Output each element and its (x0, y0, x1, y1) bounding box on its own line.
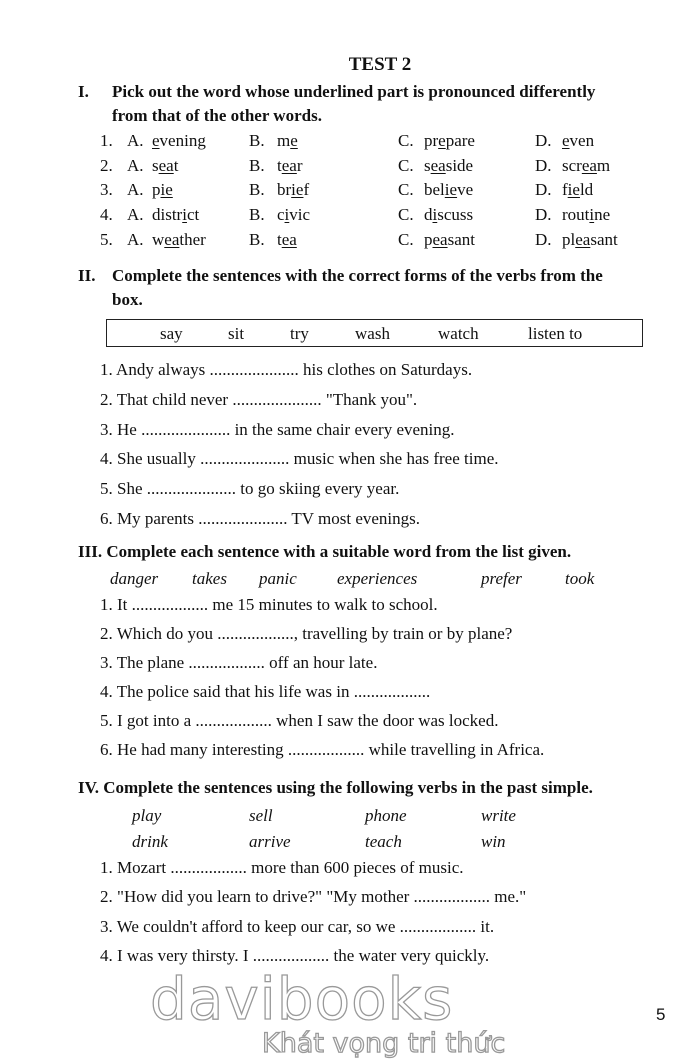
underlined-part: e (290, 131, 298, 150)
box-word: try (290, 324, 309, 343)
box-word: watch (438, 324, 479, 343)
option-letter: D. (535, 131, 552, 150)
word-part: br (277, 180, 292, 200)
word-part: pare (445, 131, 475, 150)
underlined-part: i (589, 205, 595, 225)
option-word (424, 156, 473, 176)
word-part: ve (457, 180, 474, 200)
word-part: r (296, 155, 303, 175)
sentence: 2. "How did you learn to drive?" "My mother .................. me." (100, 887, 527, 907)
word-part: t (277, 229, 282, 249)
section-4-heading: IV. Complete the sentences using the following verbs in the past simple. (78, 778, 593, 797)
box-word: listen to (528, 324, 583, 343)
option-letter: D. (535, 205, 552, 225)
option-word (562, 180, 593, 200)
underlined-part: ea (281, 229, 297, 249)
question-number: 5. (100, 229, 113, 249)
option-letter: D. (535, 229, 552, 249)
sentence: 3. The plane .................. off an hour late. (100, 653, 378, 672)
underlined-part: e (438, 131, 446, 150)
word-part: pl (562, 229, 576, 249)
option-word (562, 205, 610, 225)
word-part: sant (447, 229, 475, 249)
underlined-part: ie (444, 180, 458, 200)
word-part: scr (562, 155, 582, 175)
section-2-heading-cont: box. (112, 290, 143, 309)
verb-list-item: arrive (249, 832, 291, 851)
word-part: f (562, 180, 568, 200)
option-word (424, 131, 475, 151)
verb-list-item: sell (249, 806, 273, 825)
sentence: 4. The police said that his life was in .................. (100, 682, 431, 701)
option-word (277, 131, 298, 151)
option-word (152, 205, 199, 225)
word-part: t (277, 155, 282, 175)
option-word (562, 131, 594, 151)
sentence: 3. He ..................... in the same chair every evening. (100, 419, 455, 439)
verb-list-item: win (481, 832, 506, 851)
question-number: 3. (100, 180, 113, 200)
sentence: 3. We couldn't afford to keep our car, so we .................. it. (100, 916, 495, 936)
section-2-number: II. (78, 266, 96, 285)
underlined-part: i (284, 205, 290, 225)
sentence: 5. She ..................... to go skiing every year. (100, 479, 400, 499)
option-letter: C. (398, 229, 414, 249)
question-number: 4. (100, 205, 113, 225)
word-part: m (596, 155, 611, 175)
option-letter: C. (398, 131, 414, 150)
option-letter: C. (398, 155, 414, 175)
word-part: ld (579, 180, 594, 200)
word-list-item: panic (259, 569, 297, 588)
underlined-part: ea (575, 229, 591, 249)
sentence: 1. Mozart .................. more than 600 pieces of music. (100, 858, 464, 877)
box-word: say (160, 324, 183, 343)
word-part: side (445, 155, 474, 175)
option-letter: B. (249, 229, 265, 249)
underlined-part: ie (291, 180, 304, 200)
option-word (152, 156, 178, 176)
word-list-item: experiences (337, 569, 418, 588)
watermark-brand: davibooks (150, 965, 454, 1033)
option-word (277, 180, 309, 200)
sentence: 4. She usually ..................... music when she has free time. (100, 449, 499, 469)
word-list-item: danger (110, 569, 159, 588)
option-letter: A. (127, 205, 144, 225)
underlined-part: ea (430, 155, 446, 175)
box-word: wash (355, 324, 390, 343)
box-word: sit (228, 324, 245, 343)
option-letter: D. (535, 180, 552, 200)
underlined-part: ea (432, 229, 448, 249)
underlined-part: ea (581, 155, 597, 175)
verb-list-item: drink (132, 832, 168, 851)
option-letter: B. (249, 155, 265, 175)
sentence: 1. It .................. me 15 minutes to walk to school. (100, 595, 438, 614)
section-3-heading: III. Complete each sentence with a suitable word from the list given. (78, 542, 572, 561)
option-letter: A. (127, 229, 144, 249)
option-word (277, 230, 297, 250)
option-letter: B. (249, 180, 265, 200)
option-word (562, 156, 610, 176)
sentence: 2. That child never ..................... "Thank you". (100, 389, 418, 409)
section-2-heading: Complete the sentences with the correct forms of the verbs from the (112, 266, 603, 285)
option-word (277, 205, 310, 225)
verb-list-item: write (481, 806, 516, 825)
word-part: ct (186, 205, 200, 225)
underlined-part: ea (164, 229, 180, 249)
section-1-heading: Pick out the word whose underlined part is pronounced differently (112, 82, 596, 101)
word-part: f (303, 180, 310, 200)
page-number: 5 (656, 1005, 666, 1024)
word-part: s (152, 155, 159, 175)
word-part: t (173, 155, 179, 175)
word-part: d (424, 205, 433, 225)
word-part: ther (179, 229, 206, 249)
underlined-part: ea (281, 155, 297, 175)
option-word (424, 180, 473, 200)
word-part: w (152, 229, 165, 249)
word-part: p (424, 229, 433, 249)
word-part: s (424, 155, 431, 175)
underlined-part: i (432, 205, 438, 225)
word-part: vic (289, 205, 311, 225)
option-letter: A. (127, 180, 144, 200)
sentence: 5. I got into a .................. when I saw the door was locked. (100, 711, 499, 730)
option-letter: D. (535, 155, 552, 175)
verb-list-item: phone (365, 806, 407, 825)
word-part: ven (569, 131, 595, 150)
word-part: rout (562, 205, 590, 225)
option-word (424, 230, 475, 250)
word-part: distr (152, 205, 183, 225)
section-1-number: I. (78, 82, 89, 101)
verb-list-item: play (132, 806, 162, 825)
underlined-part: e (562, 131, 570, 150)
underlined-part: e (152, 131, 160, 150)
test-title: TEST 2 (348, 54, 412, 75)
word-list-item: took (565, 569, 595, 588)
underlined-part: ea (158, 155, 174, 175)
word-part: bel (424, 180, 445, 200)
option-letter: B. (249, 131, 265, 150)
word-part: c (277, 205, 285, 225)
word-part: p (152, 180, 161, 200)
option-letter: A. (127, 131, 144, 150)
option-word (152, 131, 206, 151)
section-1-heading-cont: from that of the other words. (112, 106, 322, 125)
word-list-item: prefer (481, 569, 522, 588)
word-list-item: takes (192, 569, 227, 588)
sentence: 2. Which do you .................., travelling by train or by plane? (100, 624, 513, 643)
option-word (152, 180, 173, 200)
sentence: 6. My parents ..................... TV most evenings. (100, 509, 420, 528)
underlined-part: ie (567, 180, 580, 200)
verb-list-item: teach (365, 832, 402, 851)
word-part: pr (424, 131, 439, 150)
word-part: ne (594, 205, 611, 225)
option-letter: C. (398, 180, 414, 200)
question-number: 2. (100, 155, 113, 175)
sentence: 1. Andy always ..................... his clothes on Saturdays. (100, 360, 473, 379)
option-word (152, 230, 206, 250)
question-number: 1. (100, 131, 113, 150)
watermark-slogan: Khát vọng tri thức (262, 1028, 506, 1059)
option-letter: B. (249, 205, 265, 225)
option-word (424, 205, 473, 225)
option-word (562, 230, 618, 250)
option-letter: A. (127, 155, 144, 175)
word-part: scuss (437, 205, 474, 225)
word-part: m (277, 131, 291, 150)
underlined-part: i (182, 205, 187, 225)
word-part: vening (159, 131, 206, 150)
sentence: 4. I was very thirsty. I .................. the water very quickly. (100, 945, 490, 965)
option-letter: C. (398, 205, 414, 225)
option-word (277, 156, 303, 176)
word-part: sant (590, 229, 618, 249)
underlined-part: ie (160, 180, 173, 200)
sentence: 6. He had many interesting .................. while travelling in Africa. (100, 740, 545, 759)
